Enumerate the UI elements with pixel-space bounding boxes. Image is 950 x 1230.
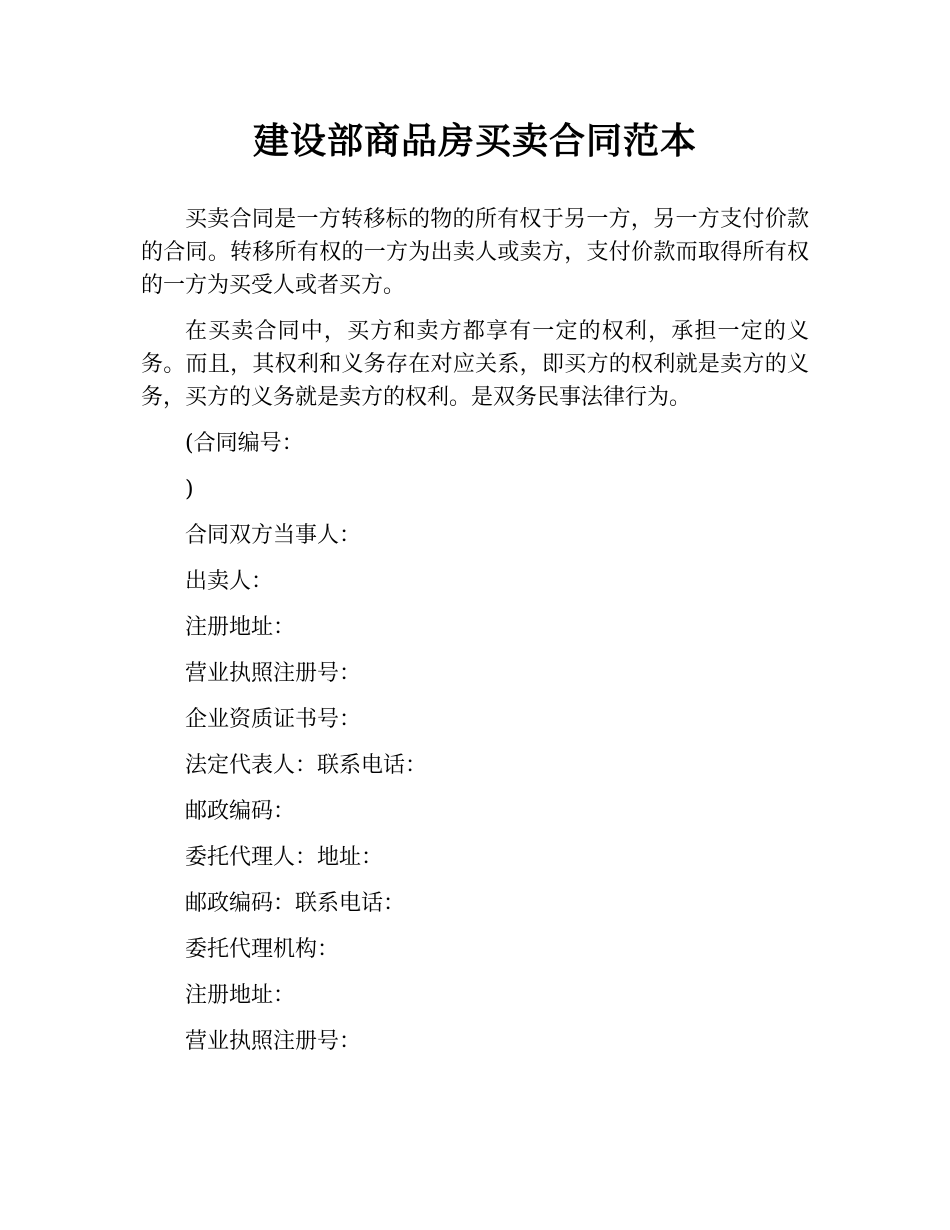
- postal-code-phone-field: 邮政编码：联系电话：: [185, 891, 406, 916]
- paragraph-rights: 在买卖合同中，买方和卖方都享有一定的权利，承担一定的义务。而且，其权利和义务存在对应关系，即买方的权利就是卖方的义务，买方的义务就是卖方的权利。是双务民事法律行为。: [141, 319, 809, 410]
- postal-code-field: 邮政编码：: [185, 799, 296, 824]
- business-license-field: 营业执照注册号：: [185, 661, 362, 686]
- agency-registered-address-field: 注册地址：: [185, 983, 296, 1008]
- parties-heading: 合同双方当事人：: [185, 523, 362, 548]
- agent-address-field: 委托代理人：地址：: [185, 845, 384, 870]
- seller-field: 出卖人：: [185, 569, 274, 594]
- agency-business-license-field: 营业执照注册号：: [185, 1029, 362, 1054]
- document-body: [141, 203, 809, 1071]
- document-title: 建设部商品房买卖合同范本: [252, 121, 697, 162]
- qualification-cert-field: 企业资质证书号：: [185, 707, 362, 732]
- registered-address-field: 注册地址：: [185, 615, 296, 640]
- contract-number-label: (合同编号：: [185, 431, 304, 456]
- legal-rep-phone-field: 法定代表人：联系电话：: [185, 753, 428, 778]
- paragraph-intro: 买卖合同是一方转移标的物的所有权于另一方，另一方支付价款的合同。转移所有权的一方为出卖人或卖方，支付价款而取得所有权的一方为买受人或者买方。: [141, 207, 809, 298]
- agency-field: 委托代理机构：: [185, 937, 340, 962]
- contract-number-close: ): [185, 477, 194, 502]
